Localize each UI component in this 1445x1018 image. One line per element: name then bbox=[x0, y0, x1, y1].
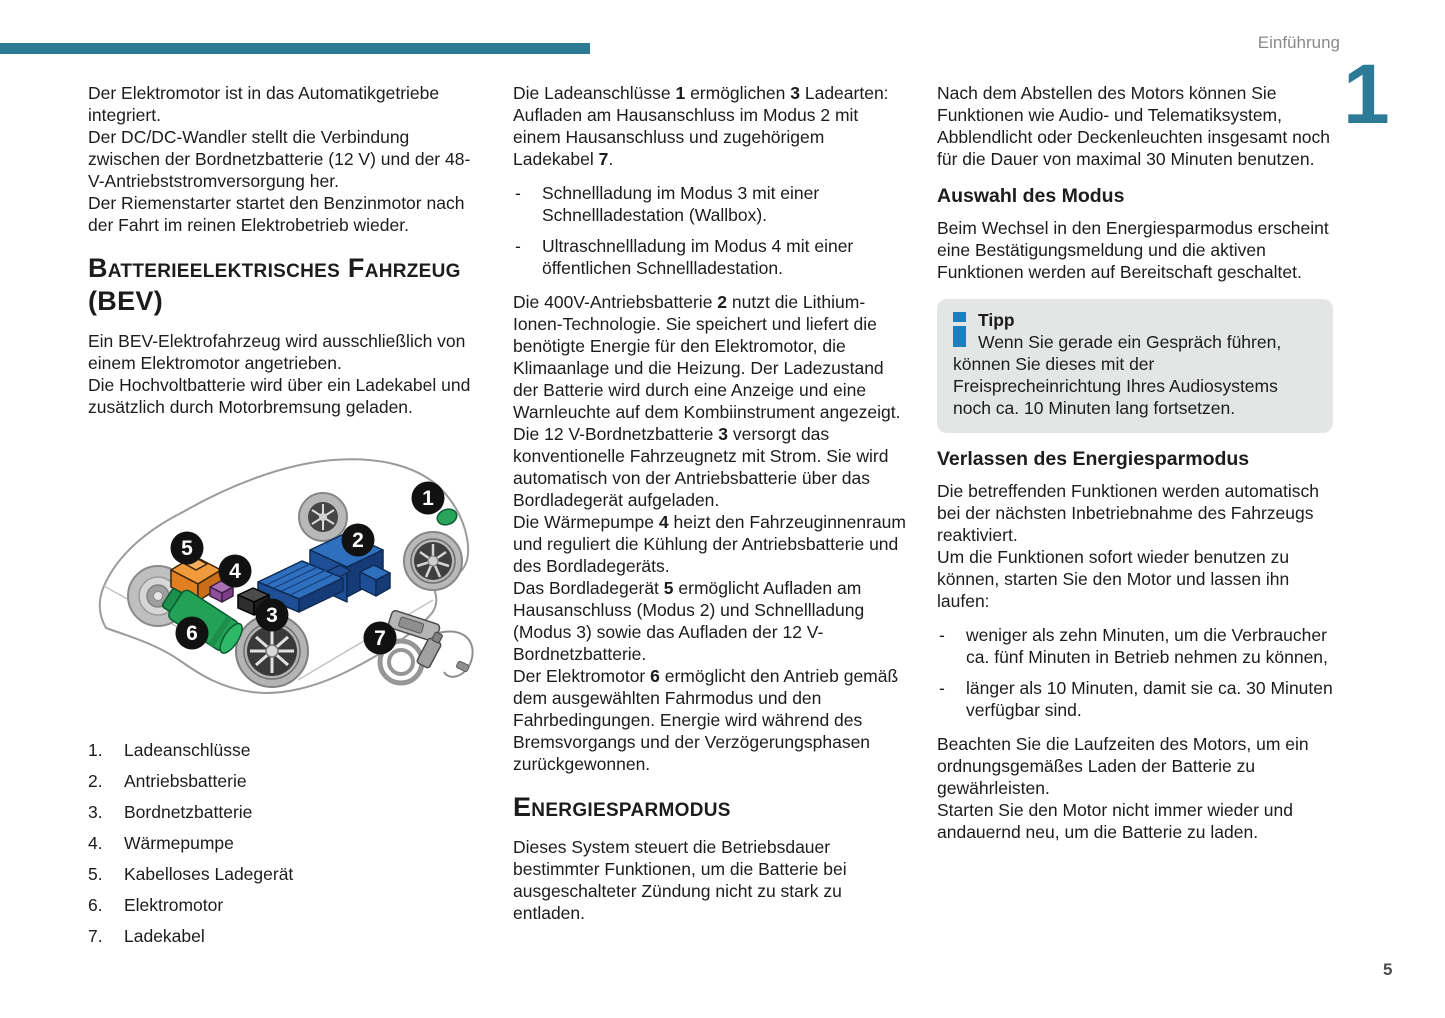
tip-title: Tipp bbox=[978, 310, 1015, 330]
legend-item bbox=[88, 894, 484, 916]
svg-text:3: 3 bbox=[266, 604, 278, 627]
callout-7 bbox=[364, 622, 397, 655]
subheading-verlassen-des-energiesparmodus: Verlassen des Energiesparmodus bbox=[937, 448, 1250, 470]
callout-3 bbox=[256, 599, 289, 632]
paragraph: Die Wärmepumpe 4 heizt den Fahrzeuginnenraum und reguliert die Kühlung der Antriebsbatterie und des Bordladegeräts. bbox=[513, 512, 906, 576]
tip-text: Wenn Sie gerade ein Gespräch führen, können Sie dieses mit der Freisprecheinrichtung Ihres Audiosystems noch ca. 10 Minuten lang fortsetzen. bbox=[953, 332, 1282, 418]
bullet-marker: - bbox=[939, 625, 945, 645]
charging-modes-list bbox=[513, 182, 909, 279]
paragraph: Die 400V-Antriebsbatterie 2 nutzt die Lithium-Ionen-Technologie. Sie speichert und liefert die benötigte Energie für den Elektromotor, die Klimaanlage und die Heizung. Der Ladezustand der Batterie wird durch eine Anzeige und eine Warnleuchte auf dem Kombiinstrument angezeigt. bbox=[513, 292, 901, 422]
legend-label: Bordnetzbatterie bbox=[124, 802, 253, 822]
svg-text:7: 7 bbox=[374, 627, 386, 650]
bullet-marker: - bbox=[515, 236, 521, 256]
column-3 bbox=[937, 82, 1333, 843]
list-item-text: weniger als zehn Minuten, um die Verbraucher ca. fünf Minuten in Betrieb nehmen zu können, bbox=[966, 625, 1328, 667]
accent-bar bbox=[0, 43, 590, 54]
svg-text:6: 6 bbox=[186, 622, 198, 645]
legend-label: Antriebsbatterie bbox=[124, 771, 247, 791]
list-item-text: länger als 10 Minuten, damit sie ca. 30 Minuten verfügbar sind. bbox=[966, 678, 1333, 720]
component-legend bbox=[88, 739, 484, 947]
tip-box bbox=[937, 299, 1333, 433]
list-item-text: Schnellladung im Modus 3 mit einer Schnellladestation (Wallbox). bbox=[542, 183, 820, 225]
legend-label: Ladeanschlüsse bbox=[124, 740, 251, 760]
info-icon bbox=[953, 312, 966, 347]
svg-text:1: 1 bbox=[422, 487, 434, 510]
legend-item bbox=[88, 801, 484, 823]
svg-text:2: 2 bbox=[352, 529, 364, 552]
legend-item bbox=[88, 832, 484, 854]
legend-number: 5. bbox=[88, 864, 103, 884]
paragraph: Der DC/DC-Wandler stellt die Verbindung zwischen der Bordnetzbatterie (12 V) und der 48-V-Antriebststromversorgung her. bbox=[88, 127, 471, 191]
paragraph: Die Ladeanschlüsse 1 ermöglichen 3 Ladearten: Aufladen am Hausanschluss im Modus 2 mit einem Hausanschluss und zugehörigem Ladekabel 7. bbox=[513, 83, 889, 169]
paragraph: Starten Sie den Motor nicht immer wieder und andauernd neu, um die Batterie zu laden. bbox=[937, 800, 1293, 842]
column-1 bbox=[88, 82, 484, 956]
list-item-text: Ultraschnellladung im Modus 4 mit einer öffentlichen Schnellladestation. bbox=[542, 236, 854, 278]
svg-text:5: 5 bbox=[181, 537, 193, 560]
ev-components-diagram bbox=[88, 430, 486, 704]
legend-number: 1. bbox=[88, 740, 103, 760]
engine-run-times-list bbox=[937, 624, 1333, 721]
chapter-number: 1 bbox=[1343, 47, 1390, 141]
paragraph: Beachten Sie die Laufzeiten des Motors, um ein ordnungsgemäßes Laden der Batterie zu gewährleisten. bbox=[937, 734, 1309, 798]
legend-item bbox=[88, 770, 484, 792]
legend-label: Elektromotor bbox=[124, 895, 224, 915]
paragraph: Nach dem Abstellen des Motors können Sie Funktionen wie Audio- und Telematiksystem, Abblendlicht oder Deckenleuchten insgesamt noch für die Dauer von maximal 30 Minuten benutzen. bbox=[937, 83, 1331, 169]
bullet-marker: - bbox=[515, 183, 521, 203]
page-number: 5 bbox=[1383, 960, 1393, 979]
callout-2 bbox=[342, 524, 375, 557]
heading-bev: Batterieelektrisches Fahrzeug (BEV) bbox=[88, 253, 461, 316]
subheading-auswahl-des-modus: Auswahl des Modus bbox=[937, 185, 1125, 207]
legend-item bbox=[88, 925, 484, 947]
legend-number: 7. bbox=[88, 926, 103, 946]
legend-label: Ladekabel bbox=[124, 926, 205, 946]
legend-item bbox=[88, 863, 484, 885]
legend-number: 2. bbox=[88, 771, 103, 791]
heading-energiesparmodus: Energiesparmodus bbox=[513, 792, 731, 822]
paragraph: Ein BEV-Elektrofahrzeug wird ausschließlich von einem Elektromotor angetrieben. bbox=[88, 331, 466, 373]
callout-1 bbox=[412, 482, 445, 515]
paragraph: Der Elektromotor ist in das Automatikgetriebe integriert. bbox=[88, 83, 440, 125]
paragraph: Beim Wechsel in den Energiesparmodus erscheint eine Bestätigungsmeldung und die aktiven Funktionen werden auf Bereitschaft geschaltet. bbox=[937, 218, 1329, 282]
wheel-top-middle bbox=[299, 493, 347, 541]
legend-number: 4. bbox=[88, 833, 103, 853]
paragraph: Die betreffenden Funktionen werden automatisch bei der nächsten Inbetriebnahme des Fahrzeugs reaktiviert. bbox=[937, 481, 1320, 545]
bullet-marker: - bbox=[939, 678, 945, 698]
list-item bbox=[939, 677, 1333, 721]
paragraph: Um die Funktionen sofort wieder benutzen zu können, starten Sie den Motor und lassen ihn laufen: bbox=[937, 547, 1290, 611]
wheel-rear-right bbox=[404, 532, 462, 590]
paragraph: Der Elektromotor 6 ermöglicht den Antrieb gemäß dem ausgewählten Fahrmodus und den Fahrbedingungen. Energie wird während des Bremsvorgangs und der Verzögerungsphasen zurückgewonnen. bbox=[513, 666, 899, 774]
paragraph: Die 12 V-Bordnetzbatterie 3 versorgt das konventionelle Fahrzeugnetz mit Strom. Sie wird automatisch von der Antriebsbatterie über das Bordladegerät aufgeladen. bbox=[513, 424, 889, 510]
section-label: Einführung bbox=[1257, 33, 1340, 52]
svg-text:4: 4 bbox=[229, 560, 241, 583]
paragraph: Dieses System steuert die Betriebsdauer bestimmter Funktionen, um die Batterie bei ausgeschalteter Zündung nicht zu stark zu entladen. bbox=[513, 837, 847, 923]
paragraph: Das Bordladegerät 5 ermöglicht Aufladen am Hausanschluss (Modus 2) und Schnellladung (Modus 3) sowie das Aufladen der 12 V-Bordnetzbatterie. bbox=[513, 578, 865, 664]
paragraph: Der Riemenstarter startet den Benzinmotor nach der Fahrt im reinen Elektrobetrieb wieder. bbox=[88, 193, 465, 235]
legend-label: Wärmepumpe bbox=[124, 833, 234, 853]
ev-components-diagram-wrap bbox=[88, 430, 484, 709]
paragraph: Die Hochvoltbatterie wird über ein Ladekabel und zusätzlich durch Motorbremsung geladen. bbox=[88, 375, 471, 417]
legend-label: Kabelloses Ladegerät bbox=[124, 864, 294, 884]
list-item bbox=[515, 235, 909, 279]
callout-5 bbox=[171, 532, 204, 565]
callout-4 bbox=[219, 555, 252, 588]
column-2 bbox=[513, 82, 909, 924]
legend-item bbox=[88, 739, 484, 761]
legend-number: 6. bbox=[88, 895, 103, 915]
list-item bbox=[515, 182, 909, 226]
callout-6 bbox=[176, 617, 209, 650]
list-item bbox=[939, 624, 1333, 668]
legend-number: 3. bbox=[88, 802, 103, 822]
